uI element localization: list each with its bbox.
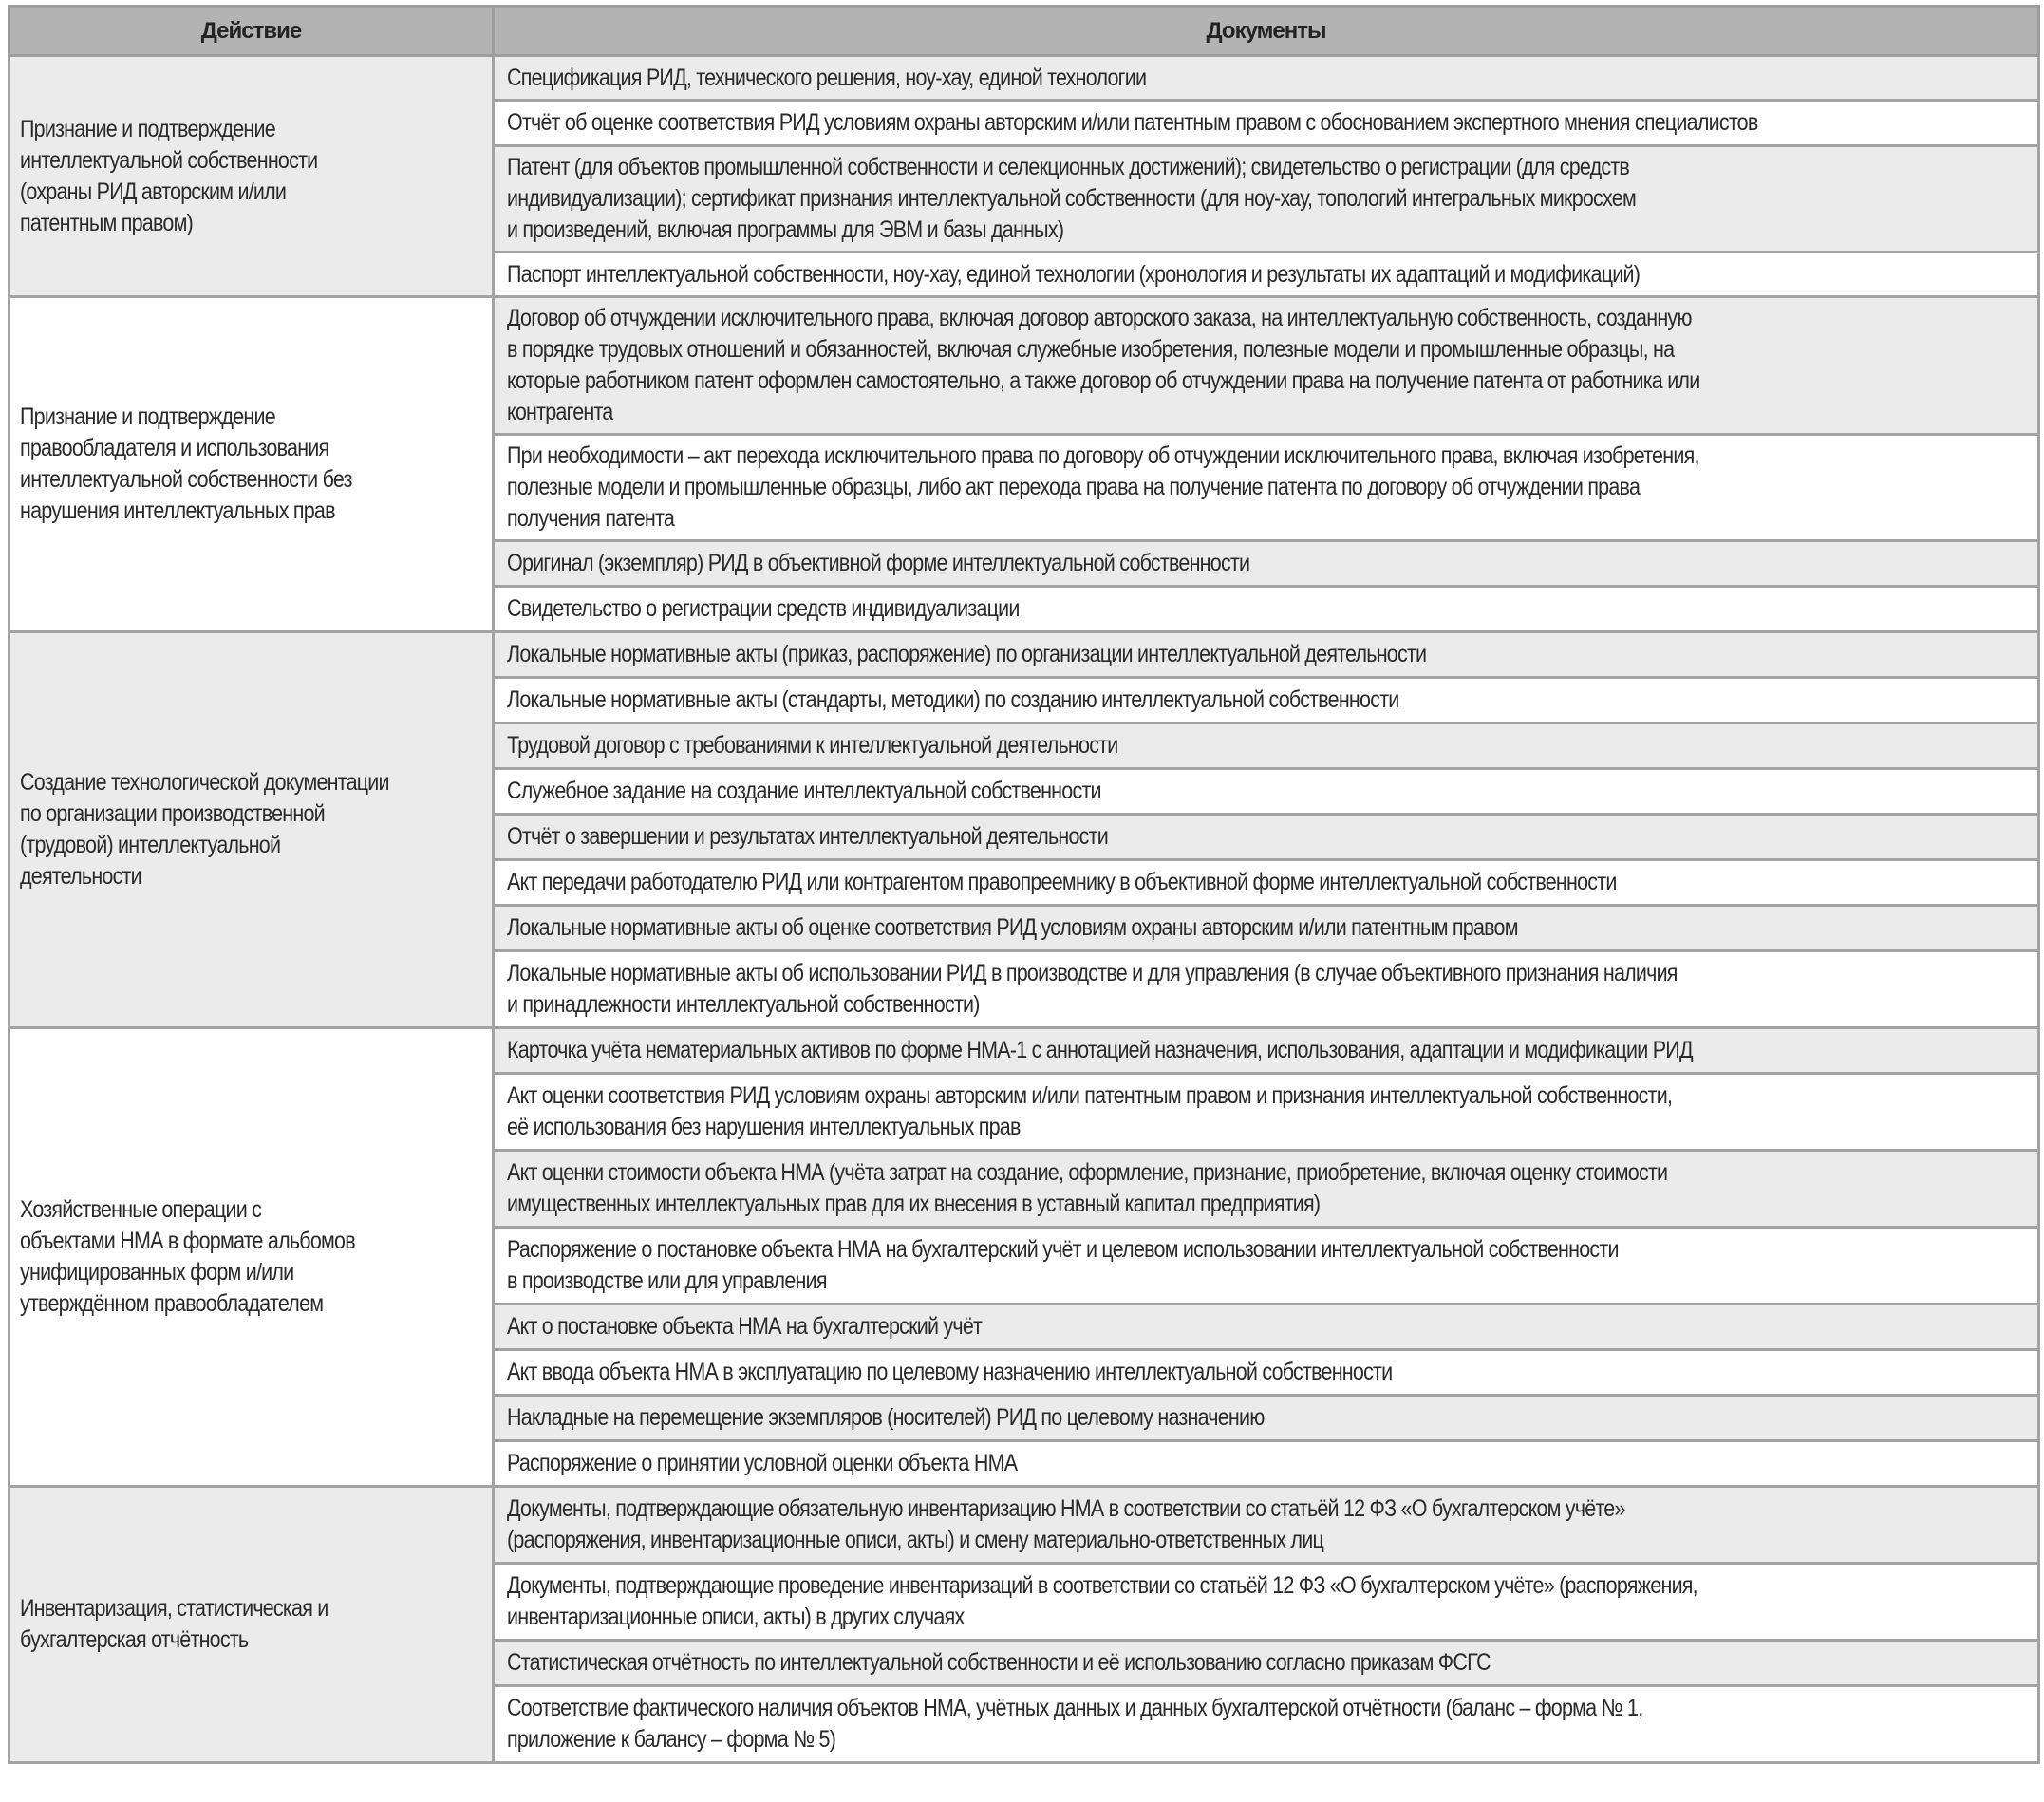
document-cell [494,678,2039,723]
action-cell [9,297,494,632]
document-cell [494,1151,2039,1228]
document-cell [494,1564,2039,1641]
action-cell [9,1487,494,1763]
header-row [9,7,2039,56]
document-cell [494,906,2039,951]
document-cell [494,146,2039,253]
document-text: Паспорт интеллектуальной собственности, ноу-хау, единой технологии (хронология и результаты их адаптаций и модификаций) [507,260,1641,288]
document-cell [494,1487,2039,1564]
action-text: Хозяйственные операции с объектами НМА в формате альбомов унифицированных форм и/или утверждённом правообладателем [20,1196,355,1317]
document-text: Карточка учёта нематериальных активов по форме НМА-1 с аннотацией назначения, использования, адаптации и модификации РИД [507,1037,1693,1063]
action-cell [9,632,494,1028]
document-text: Акт ввода объекта НМА в эксплуатацию по целевому назначению интеллектуальной собственности [507,1359,1393,1385]
document-cell [494,297,2039,435]
table-row [9,56,2039,101]
document-cell [494,435,2039,541]
action-text: Признание и подтверждение правообладателя и использования интеллектуальной собственности без нарушения интеллектуальных прав [20,404,352,524]
document-cell [494,1305,2039,1350]
document-cell [494,101,2039,146]
document-text: Соответствие фактического наличия объектов НМА, учётных данных и данных бухгалтерской отчётности (баланс – форма № 1, приложение к балансу – форма № 5) [507,1695,1643,1753]
header-documents: Документы [494,7,2039,56]
table-row [9,1028,2039,1074]
document-text: Отчёт о завершении и результатах интеллектуальной деятельности [507,823,1108,850]
document-text: Распоряжение о постановке объекта НМА на бухгалтерский учёт и целевом использовании интеллектуальной собственности в производстве или для управления [507,1236,1619,1294]
document-text: Акт о постановке объекта НМА на бухгалтерский учёт [507,1313,983,1340]
document-cell [494,1441,2039,1487]
document-text: Документы, подтверждающие проведение инвентаризаций в соответствии со статьёй 12 ФЗ «О бухгалтерском учёте» (распоряжения, инвентаризационные описи, акты) в других случаях [507,1572,1697,1630]
document-cell [494,632,2039,678]
document-text: Трудовой договор с требованиями к интеллектуальной деятельности [507,732,1118,759]
document-text: Свидетельство о регистрации средств индивидуализации [507,595,1020,622]
document-text: Локальные нормативные акты об использовании РИД в производстве и для управления (в случае объективного признания наличия и принадлежности интеллектуальной собственности) [507,960,1678,1018]
action-cell [9,56,494,297]
action-text: Создание технологической документации по организации производственной (трудовой) интеллектуальной деятельности [20,769,389,890]
document-cell [494,723,2039,769]
document-text: При необходимости – акт перехода исключительного права по договору об отчуждении исключительного права, включая изобретения, полезные модели и промышленные образцы, либо акт перехода права на получение патента по договору об отчуждении права получения патента [507,442,1699,532]
table-row [9,632,2039,678]
document-cell [494,1228,2039,1305]
document-text: Акт оценки стоимости объекта НМА (учёта затрат на создание, оформление, признание, приобретение, включая оценку стоимости имущественных интеллектуальных прав для их внесения в уставный капитал предприятия) [507,1159,1668,1217]
document-cell [494,1686,2039,1763]
document-cell [494,1641,2039,1686]
document-cell [494,253,2039,297]
document-text: Локальные нормативные акты об оценке соответствия РИД условиям охраны авторским и/или патентным правом [507,914,1518,941]
document-cell [494,56,2039,101]
document-text: Отчёт об оценке соответствия РИД условиям охраны авторским и/или патентным правом с обоснованием экспертного мнения специалистов [507,109,1758,136]
document-cell [494,587,2039,632]
document-text: Патент (для объектов промышленной собственности и селекционных достижений); свидетельство о регистрации (для средств индивидуализации); сертификат признания интеллектуальной собственности (для ноу-хау, топологий интегральных микросхем и произведений, включая программы для ЭВМ и базы данных) [507,154,1636,243]
table-row [9,1487,2039,1564]
header-action: Действие [9,7,494,56]
document-text: Акт передачи работодателю РИД или контрагентом правопреемнику в объективной форме интеллектуальной собственности [507,869,1617,895]
document-text: Статистическая отчётность по интеллектуальной собственности и её использованию согласно приказам ФСГС [507,1649,1491,1676]
document-cell [494,860,2039,906]
document-cell [494,1350,2039,1396]
document-text: Документы, подтверждающие обязательную инвентаризацию НМА в соответствии со статьёй 12 ФЗ «О бухгалтерском учёте» (распоряжения, инвентаризационные описи, акты) и смену материально-ответственных лиц [507,1495,1625,1553]
document-cell [494,1074,2039,1151]
document-cell [494,951,2039,1028]
documents-table [8,5,2040,1764]
table-row [9,297,2039,435]
document-text: Акт оценки соответствия РИД условиям охраны авторским и/или патентным правом и признания интеллектуальной собственности, её использования без нарушения интеллектуальных прав [507,1082,1673,1140]
action-text: Признание и подтверждение интеллектуальной собственности (охраны РИД авторским и/или патентным правом) [20,115,318,236]
document-cell [494,1396,2039,1441]
document-text: Служебное задание на создание интеллектуальной собственности [507,778,1101,804]
document-text: Накладные на перемещение экземпляров (носителей) РИД по целевому назначению [507,1404,1265,1431]
document-text: Спецификация РИД, технического решения, ноу-хау, единой технологии [507,64,1147,91]
document-text: Распоряжение о принятии условной оценки объекта НМА [507,1450,1018,1476]
document-text: Договор об отчуждении исключительного права, включая договор авторского заказа, на интеллектуальную собственность, созданную в порядке трудовых отношений и обязанностей, включая служебные изобретения, полезные модели и промышленные образцы, на которые работником патент оформлен самостоятельно, а также договор об отчуждении права на получение патента от работника или контрагента [507,305,1700,425]
document-cell [494,815,2039,860]
action-cell [9,1028,494,1487]
document-cell [494,769,2039,815]
document-text: Оригинал (экземпляр) РИД в объективной форме интеллектуальной собственности [507,550,1250,576]
document-text: Локальные нормативные акты (приказ, распоряжение) по организации интеллектуальной деятельности [507,641,1427,667]
document-text: Локальные нормативные акты (стандарты, методики) по созданию интеллектуальной собственности [507,686,1399,713]
document-cell [494,1028,2039,1074]
action-text: Инвентаризация, статистическая и бухгалтерская отчётность [20,1595,328,1653]
document-cell [494,541,2039,587]
